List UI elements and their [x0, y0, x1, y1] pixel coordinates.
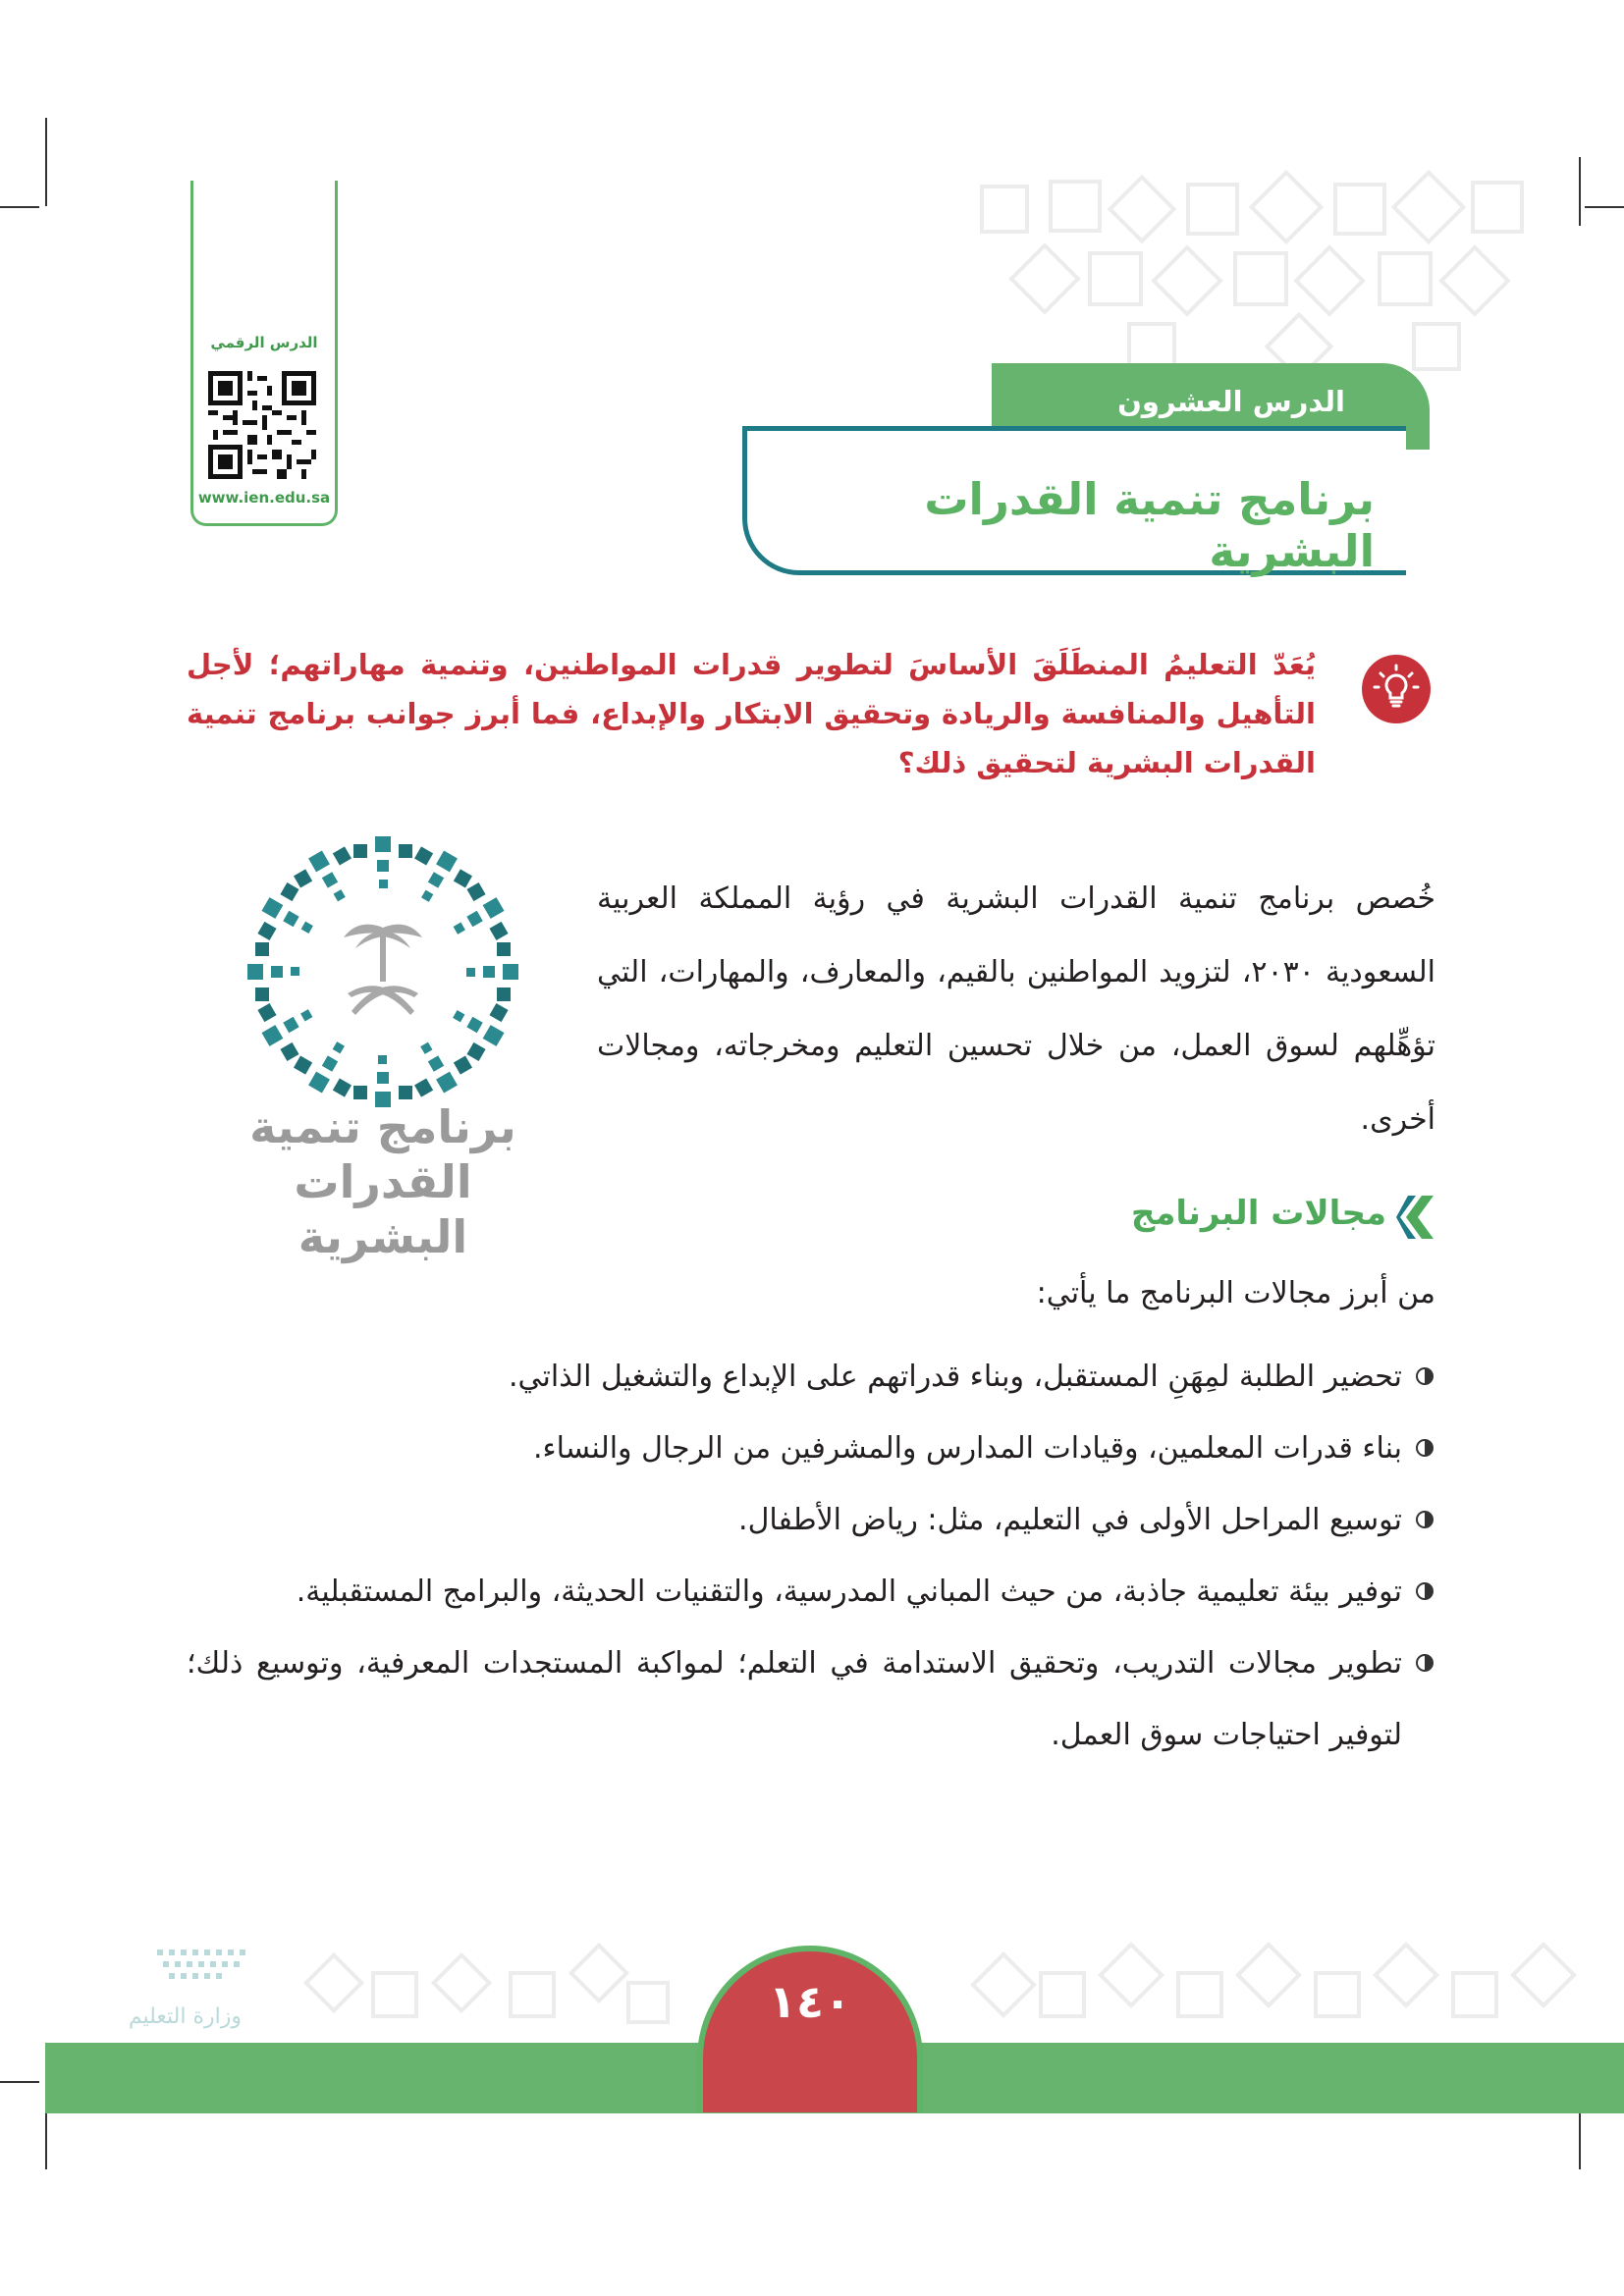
- lightbulb-icon: [1361, 654, 1432, 724]
- list-item: [187, 1484, 1435, 1556]
- program-areas-list: [187, 1341, 1435, 1771]
- warmup-question: يُعَدّ التعليمُ المنطَلَقَ الأساسَ لتطوير قدرات المواطنين، وتنمية مهاراتهم؛ لأجل التأهيل والمنافسة والريادة وتحقيق الابتكار والإبداع، فما أبرز جوانب برنامج تنمية القدرات البشرية لتحقيق ذلك؟: [187, 648, 1316, 779]
- list-item: [187, 1413, 1435, 1484]
- list-item-text: توفير بيئة تعليمية جاذبة، من حيث المباني المدرسية، والتقنيات الحديثة، والبرامج المستقبلية.: [296, 1575, 1402, 1609]
- ministry-name: وزارة التعليم: [128, 2004, 242, 2029]
- bullet-icon: [1416, 1511, 1434, 1528]
- lesson-number: الدرس العشرون: [1117, 385, 1345, 418]
- program-logo: [236, 825, 530, 1119]
- chevron-left-icon: [1396, 1196, 1435, 1239]
- list-item-text: تحضير الطلبة لمِهَنِ المستقبل، وبناء قدراتهم على الإبداع والتشغيل الذاتي.: [508, 1360, 1402, 1394]
- section-title: مجالات البرنامج: [1130, 1194, 1386, 1233]
- list-item: [187, 1628, 1435, 1771]
- list-item-text: توسيع المراحل الأولى في التعليم، مثل: رياض الأطفال.: [738, 1503, 1402, 1537]
- intro-paragraph: خُصص برنامج تنمية القدرات البشرية في رؤية المملكة العربية السعودية ٢٠٣٠، لتزويد المواطنين بالقيم، والمعارف، والمهارات، التي تؤهِّلهم لسوق العمل، من خلال تحسين التعليم ومخرجاته، ومجالات أخرى.: [597, 881, 1435, 1137]
- bullet-icon: [1416, 1654, 1434, 1672]
- list-item-text: بناء قدرات المعلمين، وقيادات المدارس والمشرفين من الرجال والنساء.: [532, 1431, 1402, 1466]
- list-item: [187, 1341, 1435, 1413]
- digital-lesson-label: الدرس الرقمي: [210, 334, 318, 351]
- lesson-title: برنامج تنمية القدرات البشرية: [924, 473, 1375, 577]
- section-intro: من أبرز مجالات البرنامج ما يأتي:: [1036, 1276, 1435, 1310]
- qr-url[interactable]: www.ien.edu.sa: [197, 489, 331, 507]
- program-logo-text: [206, 1099, 560, 1264]
- logo-text-line-2: القدرات البشرية: [294, 1155, 472, 1263]
- page-number: ١٤٠: [768, 1975, 852, 2028]
- bullet-icon: [1416, 1582, 1434, 1600]
- list-item: [187, 1556, 1435, 1628]
- logo-text-line-1: برنامج تنمية: [249, 1100, 516, 1153]
- qr-code-icon[interactable]: [208, 371, 316, 479]
- list-item-text: تطوير مجالات التدريب، وتحقيق الاستدامة في التعلم؛ لمواكبة المستجدات المعرفية، وتوسيع ذلك؛ لتوفير احتياجات سوق العمل.: [187, 1646, 1402, 1752]
- bullet-icon: [1416, 1439, 1434, 1457]
- bullet-icon: [1416, 1367, 1434, 1385]
